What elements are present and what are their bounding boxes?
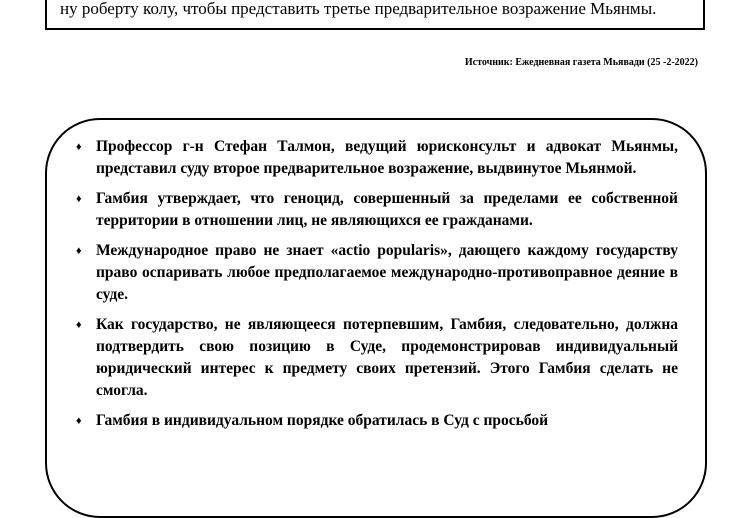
diamond-bullet-icon: ♦ [76, 415, 82, 427]
list-item [74, 188, 678, 232]
diamond-bullet-icon: ♦ [76, 141, 82, 153]
list-item-text: Гамбия в индивидуальном порядке обратилась в Суд с просьбой [96, 412, 549, 429]
diamond-bullet-icon: ♦ [76, 245, 82, 257]
quote-box-text: ну роберту колу, чтобы представить третье предварительное возражение Мьянмы. [60, 0, 657, 18]
diamond-bullet-icon: ♦ [76, 319, 82, 331]
list-item [74, 410, 678, 432]
list-item-text: Международное право не знает «actio popularis», дающего каждому государству право оспаривать любое предполагаемое международно-противоправное деяние в суде. [96, 242, 678, 303]
source-caption: Источник: Ежедневная газета Мьявади (25 -2-2022) [464, 57, 698, 68]
list-item-text: Гамбия утверждает, что геноцид, совершенный за пределами ее собственной территории в отношении лиц, не являющихся ее гражданами. [96, 190, 678, 229]
summary-list [74, 136, 678, 440]
list-item-text: Как государство, не являющееся потерпевшим, Гамбия, следовательно, должна подтвердить свою позицию в Суде, продемонстрировав индивидуальный юридический интерес к предмету своих претензий. Этого Гамбия сделать не смогла. [96, 316, 678, 399]
list-item-text: Профессор г-н Стефан Талмон, ведущий юрисконсульт и адвокат Мьянмы, представил суду второе предварительное возражение, выдвинутое Мьянмой. [96, 138, 678, 177]
list-item [74, 136, 678, 180]
list-item [74, 240, 678, 306]
list-item [74, 314, 678, 402]
diamond-bullet-icon: ♦ [76, 193, 82, 205]
